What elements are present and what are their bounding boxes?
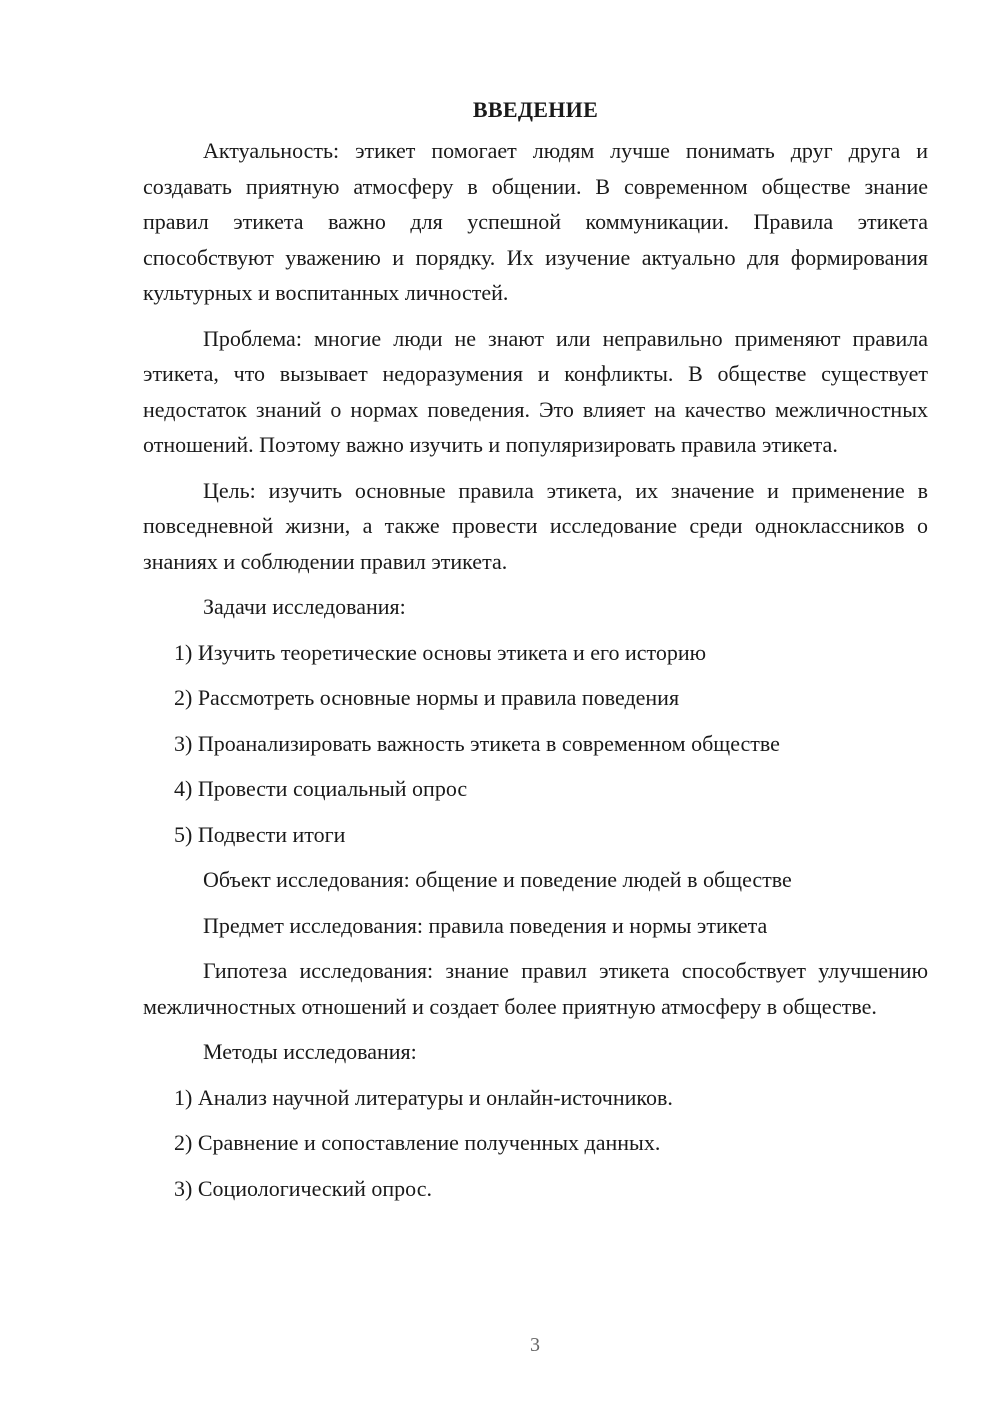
research-object: Объект исследования: общение и поведение людей в обществе	[203, 867, 792, 892]
page-number: 3	[530, 1334, 540, 1356]
relevance-paragraph: Актуальность: этикет помогает людям лучше понимать друг друга и создавать приятную атмосферу в общении. В современном обществе знание правил этикета важно для успешной коммуникации. Правила этикета способствуют уважению и порядку. Их изучение актуально для формирования культурных и воспитанных личностей.	[143, 138, 928, 305]
task-item-4: 4) Провести социальный опрос	[174, 776, 468, 801]
research-subject: Предмет исследования: правила поведения и нормы этикета	[203, 912, 768, 938]
task-item-3: 3) Проанализировать важность этикета в современном обществе	[174, 730, 780, 756]
section-title: ВВЕДЕНИЕ	[472, 97, 599, 122]
task-item-5: 5) Подвести итоги	[174, 821, 346, 847]
method-item-3: 3) Социологический опрос.	[174, 1175, 432, 1201]
task-item-1: 1) Изучить теоретические основы этикета и его историю	[174, 639, 707, 665]
method-item-2: 2) Сравнение и сопоставление полученных данных.	[174, 1130, 661, 1155]
task-item-2: 2) Рассмотреть основные нормы и правила поведения	[174, 685, 680, 710]
document-page	[143, 92, 928, 1216]
hypothesis-paragraph: Гипотеза исследования: знание правил этикета способствует улучшению межличностных отношений и создает более приятную атмосферу в обществе.	[143, 958, 928, 1019]
tasks-heading: Задачи исследования:	[203, 594, 406, 619]
methods-heading: Методы исследования:	[203, 1039, 417, 1064]
problem-paragraph: Проблема: многие люди не знают или неправильно применяют правила этикета, что вызывает недоразумения и конфликты. В обществе существует недостаток знаний о нормах поведения. Это влияет на качество межличностных отношений. Поэтому важно изучить и популяризировать правила этикета.	[143, 325, 928, 457]
method-item-1: 1) Анализ научной литературы и онлайн-источников.	[174, 1084, 673, 1110]
goal-paragraph: Цель: изучить основные правила этикета, их значение и применение в повседневной жизни, а также провести исследование среди одноклассников о знаниях и соблюдении правил этикета.	[143, 477, 928, 574]
